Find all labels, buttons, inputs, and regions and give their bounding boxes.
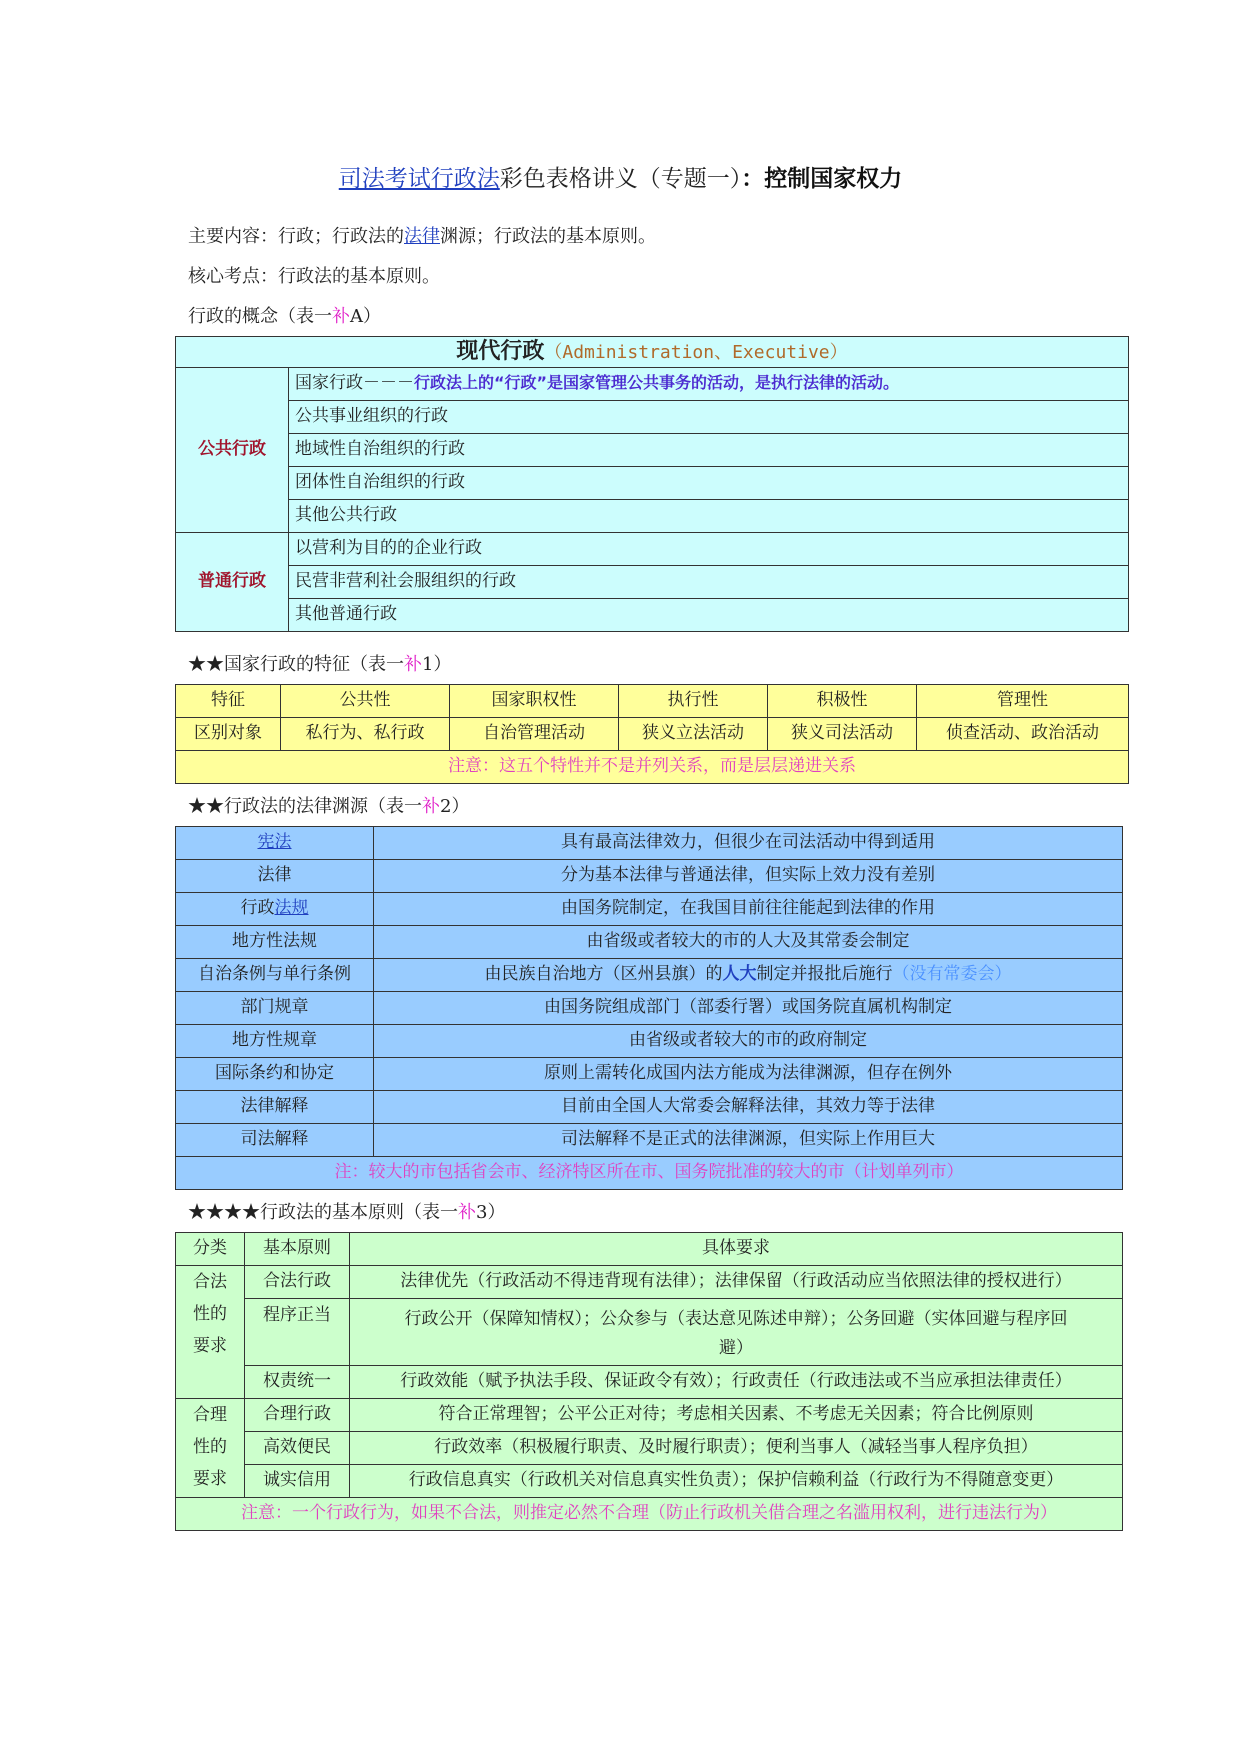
- core-point-line: 核心考点：行政法的基本原则。: [188, 266, 440, 287]
- table-1-note: 注意：这五个特性并不是并列关系，而是层层递进关系: [176, 751, 1129, 784]
- table-row: 地域性自治组织的行政: [289, 434, 1129, 467]
- table-row: 以营利为目的的企业行政: [289, 533, 1129, 566]
- table-row: [289, 368, 1129, 401]
- source-desc: 由省级或者较大的市的人大及其常委会制定: [374, 926, 1123, 959]
- principle-requirement: [350, 1299, 1123, 1366]
- caption-a-pink: 补: [332, 306, 350, 327]
- table-row: 团体性自治组织的行政: [289, 467, 1129, 500]
- category-line: 性的: [193, 1437, 227, 1457]
- caption-1-pink: 补: [404, 654, 422, 675]
- desc-bold: 人大: [722, 964, 757, 985]
- table-cell: 狭义司法活动: [768, 718, 917, 751]
- source-desc: 司法解释不是正式的法律渊源，但实际上作用巨大: [374, 1124, 1123, 1157]
- caption-1-suffix: 1）: [422, 654, 452, 675]
- source-desc: 分为基本法律与普通法律，但实际上效力没有差别: [374, 860, 1123, 893]
- table-cell: 区别对象: [176, 718, 281, 751]
- source-desc: 由国务院制定，在我国目前往往能起到法律的作用: [374, 893, 1123, 926]
- table-row: 其他普通行政: [289, 599, 1129, 632]
- group-general-administration: 普通行政: [176, 533, 289, 632]
- source-desc: 由国务院组成部门（部委行署）或国务院直属机构制定: [374, 992, 1123, 1025]
- caption-a-prefix: 行政的概念（表一: [188, 306, 332, 327]
- source-desc: 具有最高法律效力，但很少在司法活动中得到适用: [374, 827, 1123, 860]
- constitution-link[interactable]: 宪法: [257, 832, 292, 853]
- principle-name: 诚实信用: [245, 1465, 350, 1498]
- administration-table: [175, 336, 1129, 632]
- principle-name: 合理行政: [245, 1399, 350, 1432]
- main-content-prefix: 主要内容：行政；行政法的: [188, 226, 404, 247]
- table-row: 公共事业组织的行政: [289, 401, 1129, 434]
- category-line: 要求: [193, 1469, 227, 1489]
- source-name: 地方性法规: [176, 926, 374, 959]
- table-a-header-sub: （Administration、Executive）: [544, 342, 848, 364]
- principle-name: 高效便民: [245, 1432, 350, 1465]
- legal-sources-table: [175, 826, 1123, 1190]
- table-cell: 国家职权性: [450, 685, 619, 718]
- principle-requirement: 行政效率（积极履行职责、及时履行职责）；便利当事人（减轻当事人程序负担）: [350, 1432, 1123, 1465]
- source-name: [176, 827, 374, 860]
- caption-2-pink: 补: [422, 796, 440, 817]
- caption-1-prefix: ★★国家行政的特征（表一: [188, 654, 404, 675]
- principle-requirement: 法律优先（行政活动不得违背现有法律）；法律保留（行政活动应当依照法律的授权进行）: [350, 1266, 1123, 1299]
- principle-requirement: 符合正常理智；公平公正对待；考虑相关因素、不考虑无关因素；符合比例原则: [350, 1399, 1123, 1432]
- principle-name: 权责统一: [245, 1366, 350, 1399]
- source-name: 法律解释: [176, 1091, 374, 1124]
- header-principle: 基本原则: [245, 1233, 350, 1266]
- header-category: 分类: [176, 1233, 245, 1266]
- desc-light: （没有常委会）: [892, 964, 1012, 985]
- table-cell: 狭义立法活动: [619, 718, 768, 751]
- table-cell: 侦查活动、政治活动: [917, 718, 1129, 751]
- features-table: [175, 684, 1129, 784]
- caption-table-1: [188, 650, 451, 676]
- source-name-prefix: 行政: [240, 898, 275, 919]
- title-bold: ：控制国家权力: [741, 166, 903, 192]
- header-requirement: 具体要求: [350, 1233, 1123, 1266]
- source-name: 国际条约和协定: [176, 1058, 374, 1091]
- row-prefix: 国家行政－－－: [295, 373, 414, 394]
- table-row: 民营非营利社会服组织的行政: [289, 566, 1129, 599]
- desc-prefix: 由民族自治地方（区州县旗）的: [484, 964, 723, 985]
- table-2-note: 注：较大的市包括省会市、经济特区所在市、国务院批准的较大的市（计划单列市）: [176, 1157, 1123, 1190]
- principle-name: 程序正当: [245, 1299, 350, 1366]
- table-a-header: [176, 337, 1129, 368]
- row-emphasis: 行政法上的“行政”是国家管理公共事务的活动，是执行法律的活动。: [414, 373, 900, 393]
- requirement-line: 避）: [719, 1338, 753, 1358]
- table-cell: 公共性: [281, 685, 450, 718]
- caption-3-suffix: 3）: [476, 1202, 506, 1223]
- table-cell: 私行为、私行政: [281, 718, 450, 751]
- main-content-line: [188, 222, 656, 248]
- main-content-suffix: 渊源；行政法的基本原则。: [440, 226, 656, 247]
- table-cell: 特征: [176, 685, 281, 718]
- source-desc: 由省级或者较大的市的政府制定: [374, 1025, 1123, 1058]
- caption-table-a: [188, 302, 381, 328]
- principle-requirement: 行政效能（赋予执法手段、保证政令有效）；行政责任（行政违法或不当应承担法律责任）: [350, 1366, 1123, 1399]
- caption-3-prefix: ★★★★行政法的基本原则（表一: [188, 1202, 458, 1223]
- category-line: 合理: [193, 1405, 227, 1425]
- table-a-header-main: 现代行政: [456, 338, 545, 365]
- source-name: 法律: [176, 860, 374, 893]
- desc-mid: 制定并报批后施行: [756, 964, 893, 985]
- category-line: 合法: [193, 1272, 227, 1292]
- group-public-administration: 公共行政: [176, 368, 289, 533]
- table-cell: 管理性: [917, 685, 1129, 718]
- table-cell: 积极性: [768, 685, 917, 718]
- title-link[interactable]: 司法考试行政法: [338, 166, 500, 192]
- caption-table-2: [188, 792, 469, 818]
- principle-name: 合法行政: [245, 1266, 350, 1299]
- source-name: 部门规章: [176, 992, 374, 1025]
- source-name: [176, 893, 374, 926]
- caption-2-prefix: ★★行政法的法律渊源（表一: [188, 796, 422, 817]
- principle-requirement: 行政信息真实（行政机关对信息真实性负责）；保护信赖利益（行政行为不得随意变更）: [350, 1465, 1123, 1498]
- table-3-note: 注意：一个行政行为，如果不合法，则推定必然不合理（防止行政机关借合理之名滥用权利，进行违法行为）: [176, 1498, 1123, 1531]
- law-link[interactable]: 法律: [404, 226, 440, 247]
- table-cell: 自治管理活动: [450, 718, 619, 751]
- source-name: 自治条例与单行条例: [176, 959, 374, 992]
- caption-a-suffix: A）: [350, 306, 381, 327]
- principles-table: [175, 1232, 1123, 1531]
- category-line: 要求: [193, 1336, 227, 1356]
- caption-table-3: [188, 1198, 505, 1224]
- table-cell: 执行性: [619, 685, 768, 718]
- source-desc: 原则上需转化成国内法方能成为法律渊源，但存在例外: [374, 1058, 1123, 1091]
- table-row: 其他公共行政: [289, 500, 1129, 533]
- source-name: 司法解释: [176, 1124, 374, 1157]
- caption-3-pink: 补: [458, 1202, 476, 1223]
- document-title: [0, 160, 1241, 193]
- category-reasonableness: [176, 1399, 245, 1498]
- caption-2-suffix: 2）: [440, 796, 470, 817]
- title-middle: 彩色表格讲义（专题一）: [499, 166, 742, 192]
- regulation-link[interactable]: 法规: [274, 898, 309, 919]
- category-legality: [176, 1266, 245, 1399]
- source-desc: 目前由全国人大常委会解释法律，其效力等于法律: [374, 1091, 1123, 1124]
- requirement-line: 行政公开（保障知情权）；公众参与（表达意见陈述申辩）；公务回避（实体回避与程序回: [404, 1309, 1068, 1329]
- category-line: 性的: [193, 1304, 227, 1324]
- source-name: 地方性规章: [176, 1025, 374, 1058]
- source-desc: [374, 959, 1123, 992]
